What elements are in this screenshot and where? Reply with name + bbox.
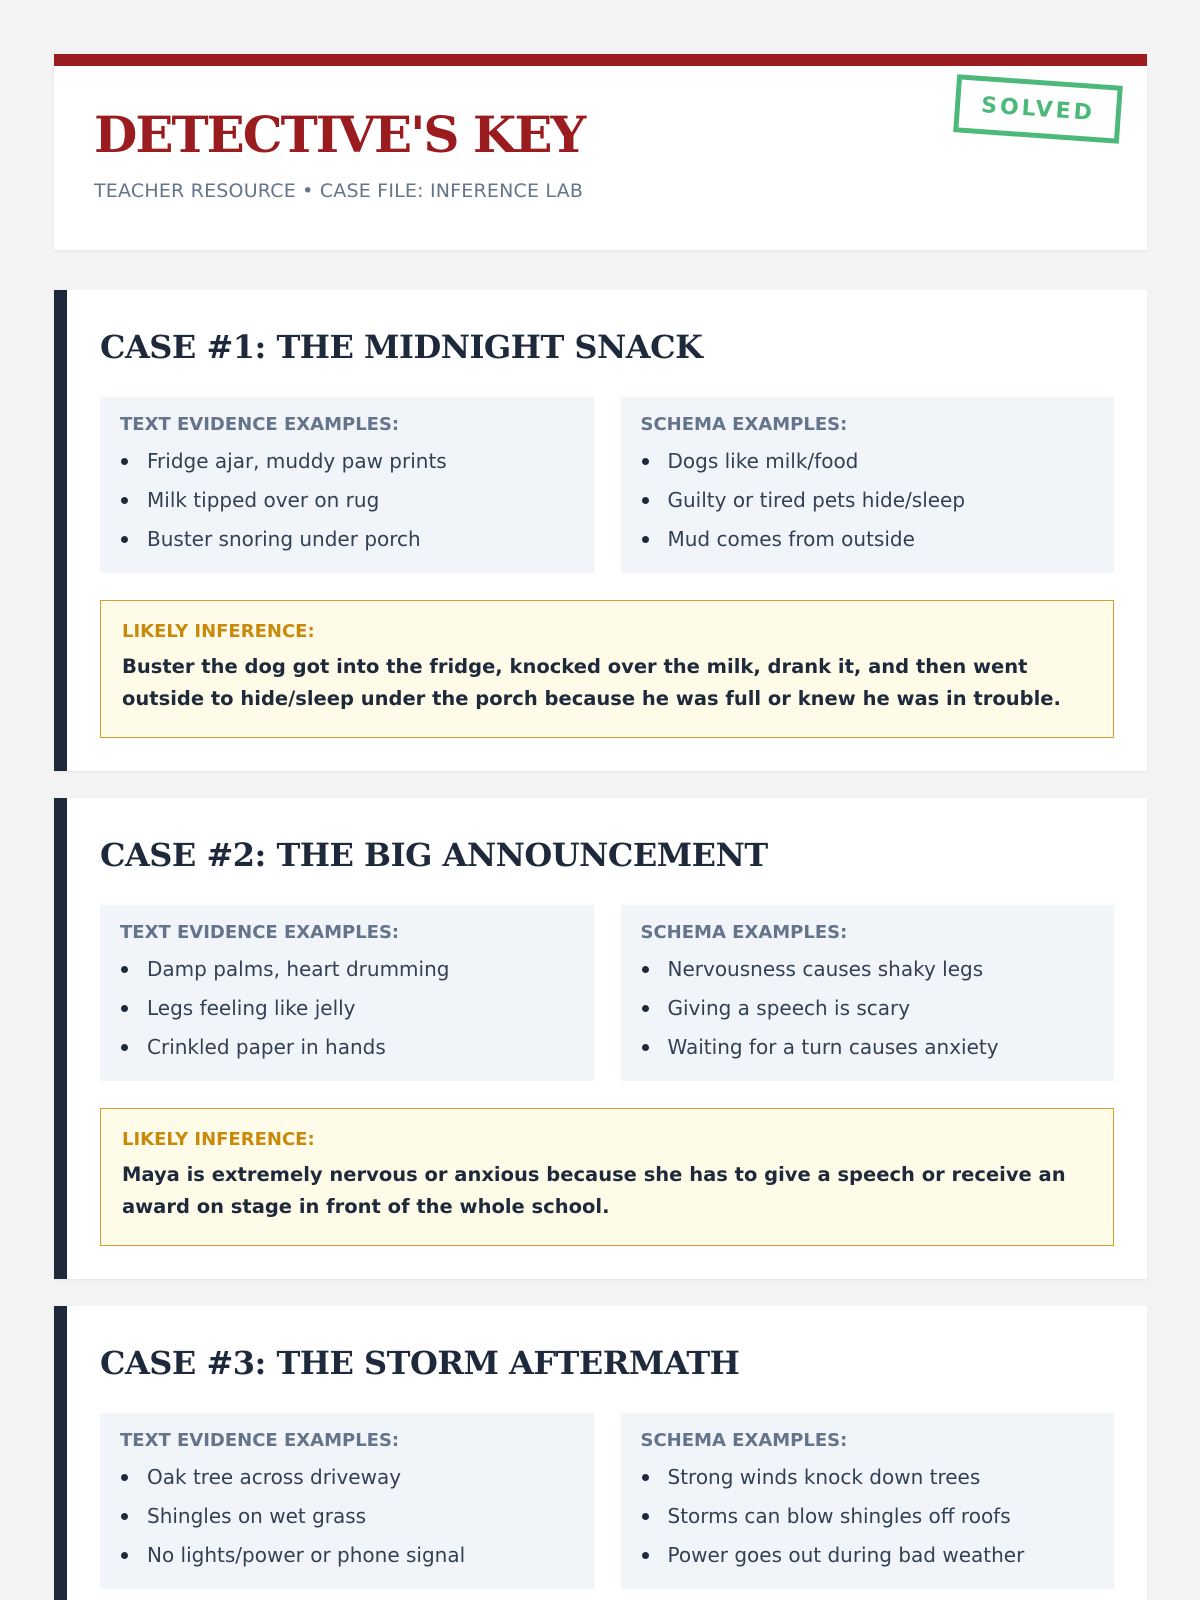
list-item: No lights/power or phone signal <box>120 1536 574 1575</box>
header-card <box>54 54 1147 250</box>
case-card-1 <box>54 290 1147 771</box>
list-item: Power goes out during bad weather <box>641 1536 1095 1575</box>
text-evidence-list <box>120 442 574 559</box>
inference-label: LIKELY INFERENCE: <box>122 1129 315 1150</box>
page-subtitle: TEACHER RESOURCE • CASE FILE: INFERENCE LAB <box>94 180 584 202</box>
text-evidence-label: TEXT EVIDENCE EXAMPLES: <box>120 922 400 943</box>
list-item: Guilty or tired pets hide/sleep <box>641 481 1095 520</box>
text-evidence-label: TEXT EVIDENCE EXAMPLES: <box>120 414 400 435</box>
case-card-3 <box>54 1306 1147 1600</box>
inference-box <box>100 600 1114 738</box>
schema-label: SCHEMA EXAMPLES: <box>640 922 848 943</box>
list-item: Fridge ajar, muddy paw prints <box>120 442 574 481</box>
list-item: Storms can blow shingles off roofs <box>641 1497 1095 1536</box>
solved-stamp: SOLVED <box>953 74 1123 143</box>
list-item: Buster snoring under porch <box>120 520 574 559</box>
text-evidence-list <box>120 950 574 1067</box>
schema-panel <box>621 397 1115 573</box>
list-item: Crinkled paper in hands <box>120 1028 574 1067</box>
schema-panel <box>621 905 1115 1081</box>
case-card-2 <box>54 798 1147 1279</box>
inference-box <box>100 1108 1114 1246</box>
schema-label: SCHEMA EXAMPLES: <box>640 1430 848 1451</box>
list-item: Legs feeling like jelly <box>120 989 574 1028</box>
text-evidence-panel <box>100 397 594 573</box>
case-panels <box>100 1413 1114 1589</box>
schema-list <box>641 950 1095 1067</box>
case-title: CASE #1: THE MIDNIGHT SNACK <box>100 328 703 366</box>
text-evidence-list <box>120 1458 574 1575</box>
schema-list <box>641 442 1095 559</box>
list-item: Mud comes from outside <box>641 520 1095 559</box>
answer-key-page <box>54 54 1147 1600</box>
inference-text: Buster the dog got into the fridge, knocked over the milk, drank it, and then went outside to hide/sleep under the porch because he was full or knew he was in trouble. <box>122 655 1061 710</box>
case-panels <box>100 397 1114 573</box>
case-title: CASE #2: THE BIG ANNOUNCEMENT <box>100 836 768 874</box>
list-item: Milk tipped over on rug <box>120 481 574 520</box>
schema-panel <box>621 1413 1115 1589</box>
text-evidence-panel <box>100 905 594 1081</box>
list-item: Dogs like milk/food <box>641 442 1095 481</box>
inference-label: LIKELY INFERENCE: <box>122 621 315 642</box>
case-title: CASE #3: THE STORM AFTERMATH <box>100 1344 740 1382</box>
schema-label: SCHEMA EXAMPLES: <box>640 414 848 435</box>
page-title: DETECTIVE'S KEY <box>94 105 585 164</box>
inference-text: Maya is extremely nervous or anxious because she has to give a speech or receive an award on stage in front of the whole school. <box>122 1163 1066 1218</box>
list-item: Strong winds knock down trees <box>641 1458 1095 1497</box>
list-item: Oak tree across driveway <box>120 1458 574 1497</box>
list-item: Damp palms, heart drumming <box>120 950 574 989</box>
list-item: Nervousness causes shaky legs <box>641 950 1095 989</box>
list-item: Giving a speech is scary <box>641 989 1095 1028</box>
case-panels <box>100 905 1114 1081</box>
list-item: Shingles on wet grass <box>120 1497 574 1536</box>
schema-list <box>641 1458 1095 1575</box>
text-evidence-panel <box>100 1413 594 1589</box>
list-item: Waiting for a turn causes anxiety <box>641 1028 1095 1067</box>
text-evidence-label: TEXT EVIDENCE EXAMPLES: <box>120 1430 400 1451</box>
